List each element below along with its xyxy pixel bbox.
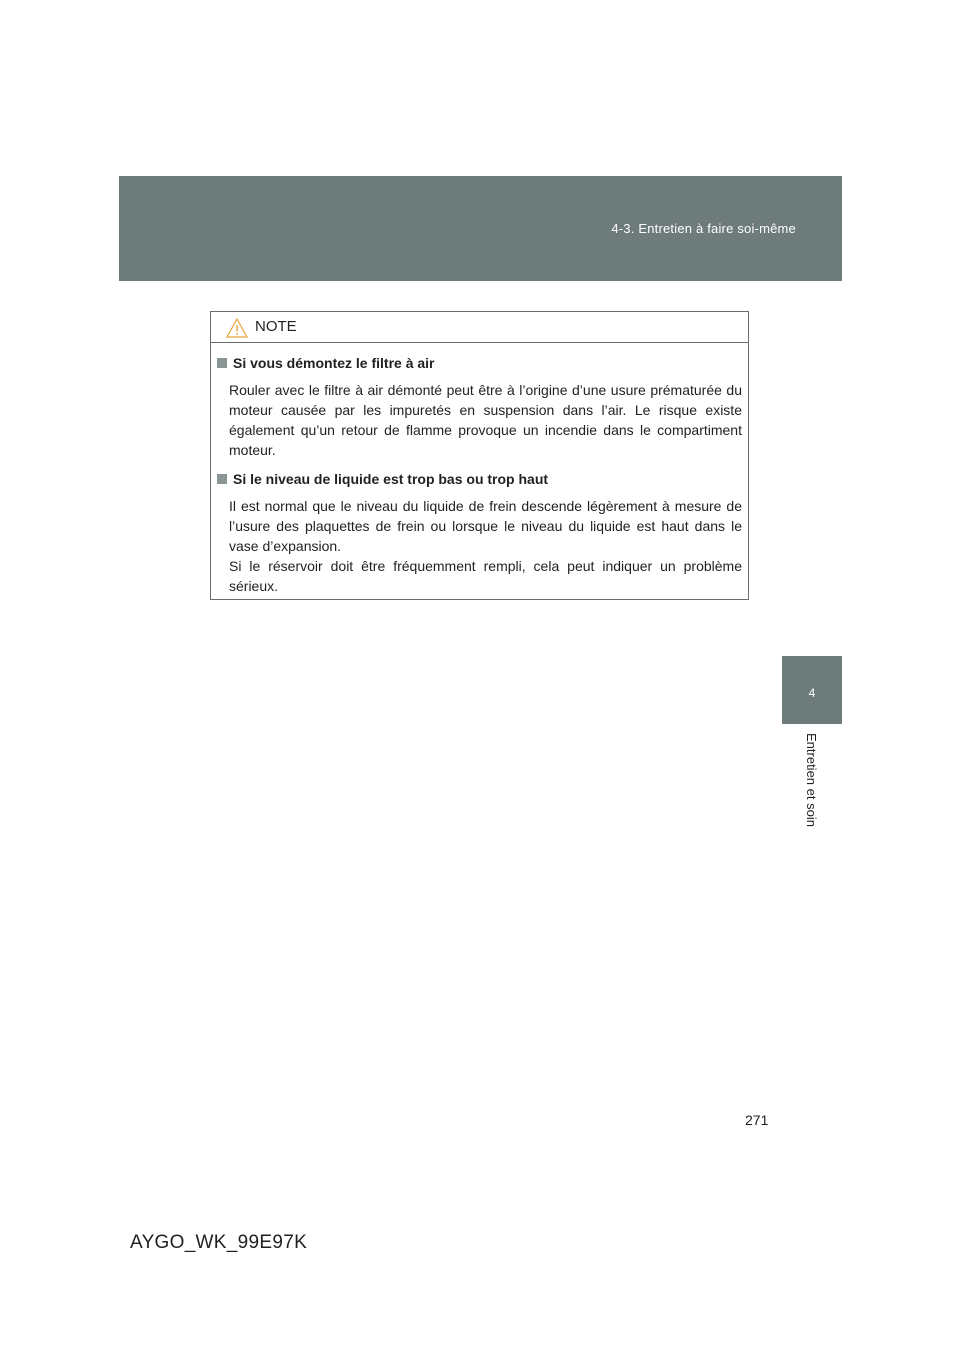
item-paragraph: Si le réservoir doit être fréquemment rempli, cela peut indiquer un problème sérieux. bbox=[229, 558, 742, 594]
warning-icon bbox=[226, 318, 248, 338]
note-title: NOTE bbox=[255, 318, 297, 335]
section-title: 4-3. Entretien à faire soi-même bbox=[611, 221, 796, 236]
square-bullet-icon bbox=[217, 474, 227, 484]
note-header bbox=[211, 312, 748, 343]
note-box bbox=[210, 311, 749, 600]
chapter-label: Entretien et soin bbox=[804, 733, 819, 827]
square-bullet-icon bbox=[217, 358, 227, 368]
item-paragraph: Il est normal que le niveau du liquide de frein descende légèrement à mesure de l’usure des plaquettes de frein ou lorsque le niveau du liquide est haut dans le vase d’expansion. bbox=[229, 498, 742, 554]
item-heading bbox=[217, 354, 742, 372]
document-code: AYGO_WK_99E97K bbox=[130, 1232, 308, 1253]
header-band bbox=[119, 176, 842, 281]
item-heading-text: Si vous démontez le filtre à air bbox=[233, 355, 435, 371]
item-heading bbox=[217, 470, 742, 488]
item-text bbox=[217, 380, 742, 460]
item-paragraph: Rouler avec le filtre à air démonté peut être à l’origine d’une usure prématurée du moteur causée par les impuretés en suspension dans l’air. Le risque existe également qu’un retour de flamme provoque un incendie dans le compartiment moteur. bbox=[229, 382, 742, 458]
chapter-number: 4 bbox=[808, 686, 816, 700]
note-body bbox=[211, 343, 748, 596]
item-heading-text: Si le niveau de liquide est trop bas ou trop haut bbox=[233, 471, 549, 487]
page-number: 271 bbox=[745, 1112, 769, 1128]
item-text bbox=[217, 496, 742, 596]
chapter-tab bbox=[782, 656, 842, 724]
